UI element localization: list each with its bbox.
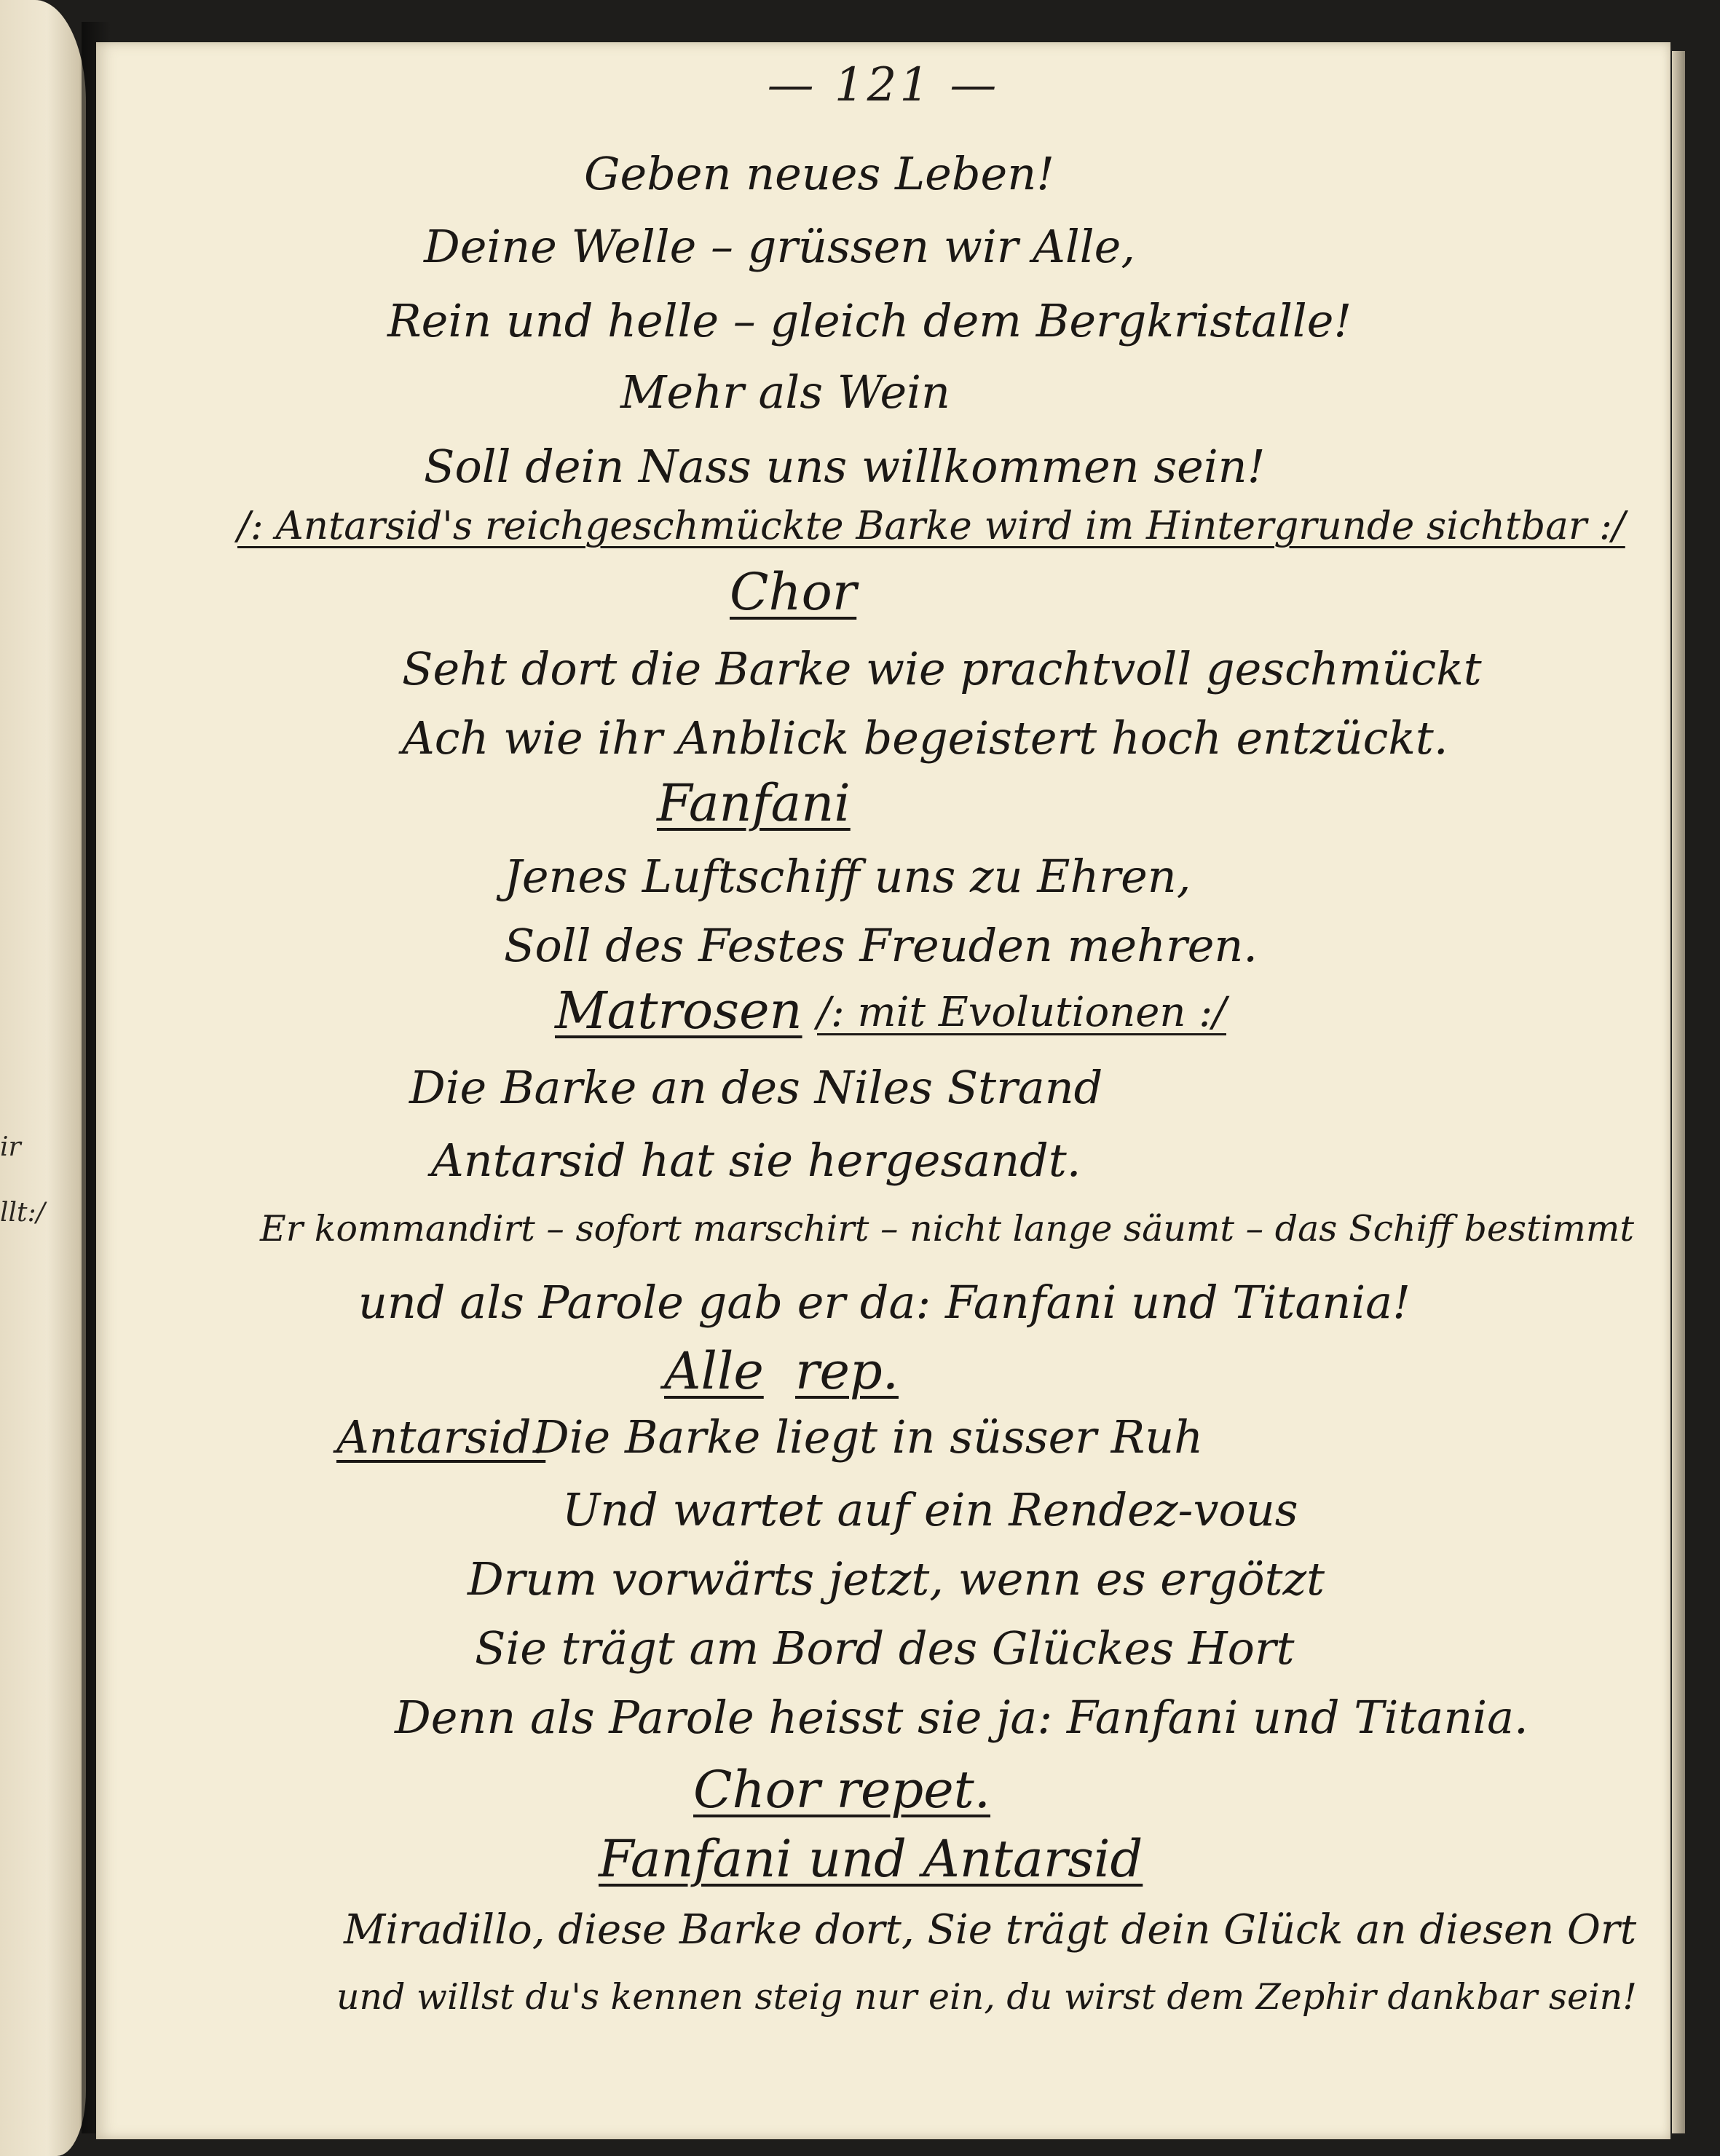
verse-line: Antarsid hat sie hergesandt. (431, 1134, 1081, 1187)
verse-line: Sie trägt am Bord des Glückes Hort (475, 1622, 1295, 1675)
left-page-mark: llt:/ (0, 1198, 45, 1228)
speaker-heading: Fanfani (657, 773, 851, 833)
verse-line: Seht dort die Barke wie prachtvoll geschmückt (402, 642, 1482, 695)
verse-line: Denn als Parole heisst sie ja: Fanfani und Titania. (395, 1691, 1528, 1744)
stage-direction: /: mit Evolutionen :/ (817, 989, 1226, 1036)
verse-line: Die Barke an des Niles Strand (409, 1061, 1103, 1114)
verse-line: Soll des Festes Freuden mehren. (504, 919, 1258, 972)
verse-line: Rein und helle – gleich dem Bergkristalle! (387, 294, 1352, 347)
speaker-heading: Alle (664, 1341, 764, 1401)
verse-line: Mehr als Wein (620, 366, 950, 419)
speaker-label: Antarsid. (336, 1410, 546, 1464)
verse-line: Soll dein Nass uns willkommen sein! (424, 440, 1266, 493)
speaker-heading: Chor repet. (693, 1760, 991, 1820)
verse-line: Drum vorwärts jetzt, wenn es ergötzt (468, 1552, 1325, 1606)
speaker-heading: Fanfani und Antarsid (599, 1829, 1143, 1889)
verse-line: Und wartet auf ein Rendez-vous (562, 1483, 1298, 1536)
verse-line: und willst du's kennen steig nur ein, du wirst dem Zephir dankbar sein! (336, 1976, 1637, 2018)
verse-line: Er kommandirt – sofort marschirt – nicht lange säumt – das Schiff bestimmt (260, 1208, 1635, 1249)
verse-line: Deine Welle – grüssen wir Alle, (424, 220, 1135, 273)
verse-line: Ach wie ihr Anblick begeistert hoch entzückt. (402, 711, 1448, 765)
page-stack-edge (1672, 51, 1685, 2133)
verse-line: Geben neues Leben! (584, 147, 1055, 200)
manuscript-page (96, 42, 1670, 2139)
verse-line: und als Parole gab er da: Fanfani und Titania! (358, 1276, 1411, 1329)
verse-line: Miradillo, diese Barke dort, Sie trägt dein Glück an diesen Ort (344, 1906, 1637, 1954)
repeat-mark: rep. (795, 1341, 899, 1401)
stage-direction: /: Antarsid's reichgeschmückte Barke wird im Hintergrunde sichtbar :/ (237, 504, 1625, 548)
left-page-mark: ir (0, 1132, 21, 1162)
verse-line: Jenes Luftschiff uns zu Ehren, (504, 850, 1191, 903)
left-page-edge (0, 0, 86, 2156)
speaker-heading: Matrosen (555, 981, 802, 1041)
page-number: — 121 — (767, 58, 1000, 112)
speaker-heading: Chor (730, 562, 857, 622)
verse-line: Die Barke liegt in süsser Ruh (533, 1410, 1204, 1464)
